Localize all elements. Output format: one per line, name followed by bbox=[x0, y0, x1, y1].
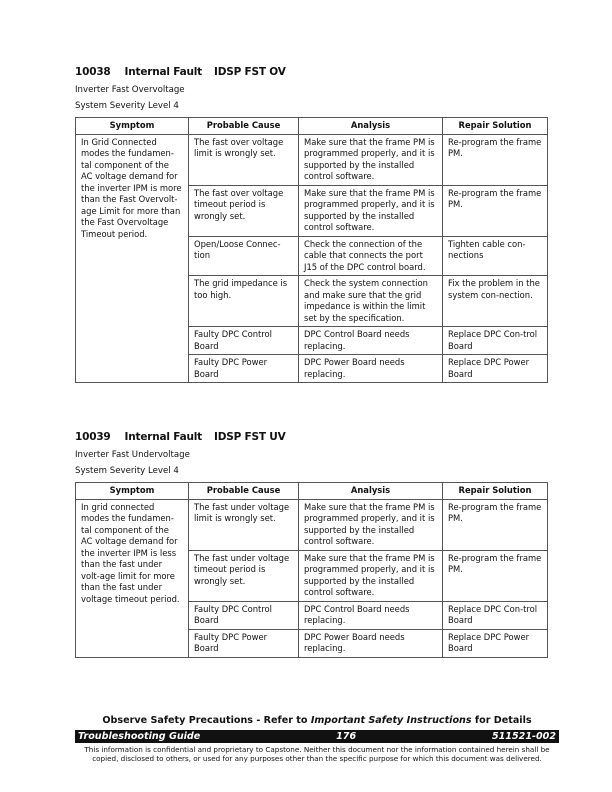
table-row bbox=[76, 499, 548, 550]
header-repair-solution: Repair Solution bbox=[443, 483, 548, 500]
fault-severity: System Severity Level 4 bbox=[75, 101, 179, 111]
analysis-cell: DPC Power Board needs replacing. bbox=[299, 355, 443, 383]
cause-cell: The grid impedance is too high. bbox=[189, 276, 299, 327]
repair-cell: Tighten cable con-nections bbox=[443, 236, 548, 276]
cause-cell: Faulty DPC Control Board bbox=[189, 327, 299, 355]
table-row bbox=[76, 134, 548, 185]
header-probable-cause: Probable Cause bbox=[189, 483, 299, 500]
fault-table bbox=[75, 117, 548, 383]
fault-heading bbox=[75, 431, 547, 445]
guide-title: Troubleshooting Guide bbox=[78, 731, 201, 742]
symptom-cell: In Grid Connected modes the fundamen-tal component of the AC voltage demand for the inverter IPM is more than the Fast Overvolt-age Limit for more than the Fast Overvoltage Timeout period. bbox=[76, 134, 189, 383]
header-symptom: Symptom bbox=[76, 118, 189, 135]
repair-cell: Re-program the frame PM. bbox=[443, 185, 548, 236]
safety-warning-suffix: for Details bbox=[471, 715, 532, 726]
cause-cell: The fast under voltage timeout period is wrongly set. bbox=[189, 550, 299, 601]
analysis-cell: Make sure that the frame PM is programmed properly, and it is supported by the installed control software. bbox=[299, 185, 443, 236]
fault-section-10038 bbox=[75, 66, 547, 383]
fault-table bbox=[75, 482, 548, 658]
analysis-cell: Make sure that the frame PM is programmed properly, and it is supported by the installed control software. bbox=[299, 499, 443, 550]
analysis-cell: DPC Control Board needs replacing. bbox=[299, 601, 443, 629]
document-number: 511521-002 bbox=[491, 731, 556, 742]
confidentiality-notice: This information is confidential and proprietary to Capstone. Neither this document nor the information contained herein shall be copied, disclosed to others, or used for any purposes other than the specific purpose for which this document was delivered. bbox=[84, 745, 550, 763]
analysis-cell: Make sure that the frame PM is programmed properly, and it is supported by the installed control software. bbox=[299, 134, 443, 185]
fault-description: Inverter Fast Undervoltage bbox=[75, 450, 190, 460]
repair-cell: Fix the problem in the system con-nection. bbox=[443, 276, 548, 327]
analysis-cell: DPC Control Board needs replacing. bbox=[299, 327, 443, 355]
fault-code: 10039 bbox=[75, 431, 111, 443]
repair-cell: Replace DPC Power Board bbox=[443, 629, 548, 657]
safety-warning bbox=[75, 715, 559, 729]
fault-code: 10038 bbox=[75, 66, 111, 78]
repair-cell: Replace DPC Con-trol Board bbox=[443, 601, 548, 629]
repair-cell: Re-program the frame PM. bbox=[443, 550, 548, 601]
safety-instructions-reference: Important Safety Instructions bbox=[310, 715, 472, 726]
analysis-cell: Check the system connection and make sure that the grid impedance is within the limit set by the specification. bbox=[299, 276, 443, 327]
header-analysis: Analysis bbox=[299, 483, 443, 500]
fault-name: IDSP FST UV bbox=[213, 431, 286, 443]
repair-cell: Replace DPC Power Board bbox=[443, 355, 548, 383]
header-probable-cause: Probable Cause bbox=[189, 118, 299, 135]
fault-type: Internal Fault bbox=[124, 66, 202, 78]
cause-cell: The fast over voltage timeout period is wrongly set. bbox=[189, 185, 299, 236]
repair-cell: Re-program the frame PM. bbox=[443, 134, 548, 185]
analysis-cell: Make sure that the frame PM is programmed properly, and it is supported by the installed control software. bbox=[299, 550, 443, 601]
footer-bar bbox=[75, 730, 559, 743]
repair-cell: Replace DPC Con-trol Board bbox=[443, 327, 548, 355]
analysis-cell: DPC Power Board needs replacing. bbox=[299, 629, 443, 657]
header-analysis: Analysis bbox=[299, 118, 443, 135]
header-repair-solution: Repair Solution bbox=[443, 118, 548, 135]
fault-section-10039 bbox=[75, 431, 547, 658]
table-header-row bbox=[76, 118, 548, 135]
cause-cell: Open/Loose Connec-tion bbox=[189, 236, 299, 276]
fault-severity: System Severity Level 4 bbox=[75, 466, 179, 476]
cause-cell: Faulty DPC Control Board bbox=[189, 601, 299, 629]
cause-cell: Faulty DPC Power Board bbox=[189, 629, 299, 657]
cause-cell: Faulty DPC Power Board bbox=[189, 355, 299, 383]
page-number: 176 bbox=[336, 731, 357, 742]
fault-name: IDSP FST OV bbox=[213, 66, 286, 78]
cause-cell: The fast under voltage limit is wrongly set. bbox=[189, 499, 299, 550]
fault-type: Internal Fault bbox=[124, 431, 202, 443]
safety-warning-prefix: Observe Safety Precautions - Refer to bbox=[102, 715, 311, 726]
fault-description: Inverter Fast Overvoltage bbox=[75, 85, 185, 95]
fault-heading bbox=[75, 66, 547, 80]
cause-cell: The fast over voltage limit is wrongly set. bbox=[189, 134, 299, 185]
repair-cell: Re-program the frame PM. bbox=[443, 499, 548, 550]
symptom-cell: In grid connected modes the fundamen-tal component of the AC voltage demand for the inverter IPM is less than the fast under volt-age limit for more than the fast under voltage timeout period. bbox=[76, 499, 189, 657]
header-symptom: Symptom bbox=[76, 483, 189, 500]
table-header-row bbox=[76, 483, 548, 500]
analysis-cell: Check the connection of the cable that connects the port J15 of the DPC control board. bbox=[299, 236, 443, 276]
